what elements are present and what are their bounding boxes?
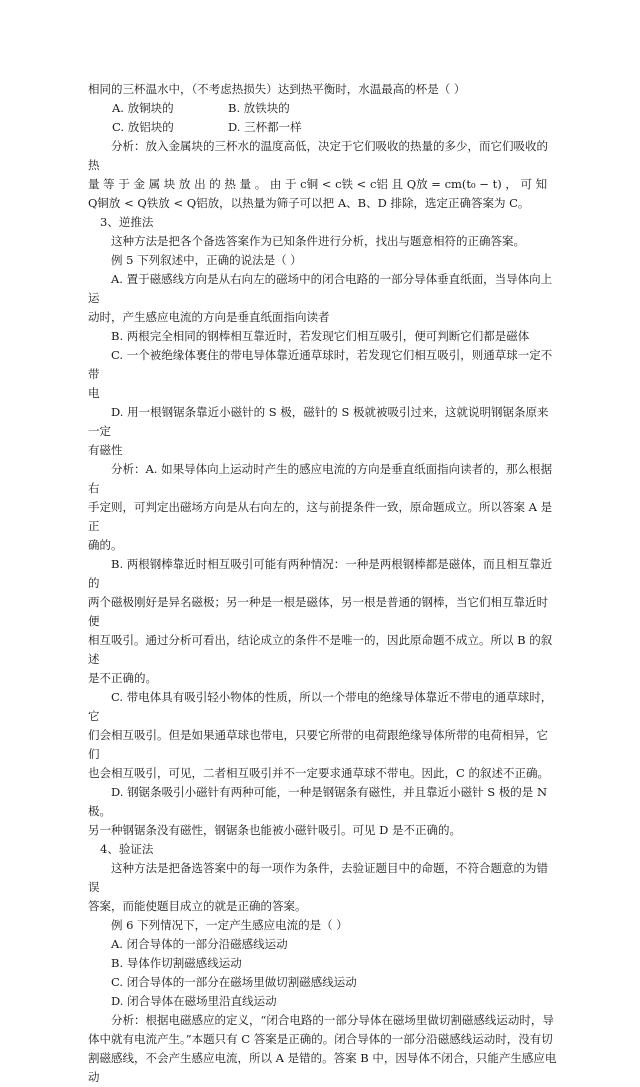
analysis-line: Q铜放 < Q铁放 < Q铝放，以热量为筛子可以把 A、B、D 排除，选定正确答案为 C。 [88, 196, 530, 210]
example-option: D. 闭合导体在磁场里沿直线运动 [111, 994, 277, 1008]
analysis-line: 确的。 [88, 538, 123, 552]
option-a: A. 放铜块的 [112, 101, 174, 115]
example-option: A. 闭合导体的一部分沿磁感线运动 [111, 937, 288, 951]
analysis-line: 分析：根据电磁感应的定义，“闭合电路的一部分导体在磁场里做切割磁感线运动时，导 [111, 1013, 554, 1027]
example-option: B. 导体作切割磁感线运动 [111, 956, 242, 970]
option-d: D. 三杯都一样 [228, 120, 302, 134]
example-question: 例 5 下列叙述中，正确的说法是（ ） [111, 253, 302, 267]
analysis-line: 体中就有电流产生。”本题只有 C 答案是正确的。闭合导体的一部分沿磁感线运动时，没有切 [88, 1032, 553, 1046]
analysis-line: 分析：放入金属块的三杯水的温度高低，决定于它们吸收的热量的多少，而它们吸收的热 [88, 139, 548, 172]
analysis-line: B. 两根钢棒靠近时相互吸引可能有两种情况：一种是两根钢棒都是磁体，而且相互靠近的 [88, 557, 553, 590]
option-c: C. 放铝块的 [112, 120, 174, 134]
analysis-line: 量 等 于 金 属 块 放 出 的 热 量 。 由 于 c铜 < c铁 < c铝 且 Q放 = cm(t₀ − t) ， 可 知 [88, 177, 548, 191]
analysis-line: 另一种钢锯条没有磁性，钢锯条也能被小磁针吸引。可见 D 是不正确的。 [88, 823, 462, 837]
section-description: 这种方法是把各个备选答案作为已知条件进行分析，找出与题意相符的正确答案。 [111, 234, 525, 248]
example-option: D. 用一根钢锯条靠近小磁针的 S 极，磁针的 S 极就被吸引过来，这就说明钢锯条原来一定 [88, 405, 549, 438]
analysis-line: 们会相互吸引。但是如果通草球也带电，只要它所带的电荷跟绝缘导体所带的电荷相异，它们 [88, 728, 548, 761]
example-option: B. 两根完全相同的钢棒相互靠近时，若发现它们相互吸引，便可判断它们都是磁体 [111, 329, 530, 343]
analysis-line: 手定则，可判定出磁场方向是从右向左的，这与前提条件一致，原命题成立。所以答案 A 是正 [88, 500, 553, 533]
example-option: 动时，产生感应电流的方向是垂直纸面指向读者 [88, 310, 330, 324]
example-option: C. 闭合导体的一部分在磁场里做切割磁感线运动 [111, 975, 357, 989]
analysis-line: 相互吸引。通过分析可看出，结论成立的条件不是唯一的，因此原命题不成立。所以 B 的叙述 [88, 633, 553, 666]
analysis-line: 两个磁极刚好是异名磁极；另一种是一根是磁体，另一根是普通的钢棒，当它们相互靠近时便 [88, 595, 548, 628]
analysis-line: 也会相互吸引，可见，二者相互吸引并不一定要求通草球不带电。因此，C 的叙述不正确。 [88, 766, 549, 780]
section-heading: 4、验证法 [100, 842, 154, 856]
analysis-line: D. 钢锯条吸引小磁针有两种可能，一种是钢锯条有磁性，并且靠近小磁针 S 极的是 N 极。 [88, 785, 548, 818]
document-body [88, 80, 558, 1087]
options-row-2 [88, 118, 558, 137]
analysis-line: 分析：A. 如果导体向上运动时产生的感应电流的方向是垂直纸面指向读者的，那么根据右 [88, 462, 553, 495]
question-tail: 相同的三杯温水中，（不考虑热损失）达到热平衡时，水温最高的杯是（ ） [88, 82, 466, 96]
example-option: 电 [88, 386, 100, 400]
example-question: 例 6 下列情况下，一定产生感应电流的是（ ） [111, 918, 348, 932]
section-description: 这种方法是把备选答案中的每一项作为条件，去验证题目中的命题，不符合题意的为错误 [88, 861, 548, 894]
example-option: A. 置于磁感线方向是从右向左的磁场中的闭合电路的一部分导体垂直纸面，当导体向上运 [88, 272, 553, 305]
options-row-1 [88, 99, 558, 118]
section-description: 答案，而能使题目成立的就是正确的答案。 [88, 899, 307, 913]
analysis-line: C. 带电体具有吸引轻小物体的性质，所以一个带电的绝缘导体靠近不带电的通草球时，它 [88, 690, 553, 723]
option-b: B. 放铁块的 [228, 101, 290, 115]
example-option: 有磁性 [88, 443, 123, 457]
analysis-line: 割磁感线，不会产生感应电流，所以 A 是错的。答案 B 中，因导体不闭合，只能产生感应电动 [88, 1051, 557, 1084]
example-option: C. 一个被绝缘体裹住的带电导体靠近通草球时，若发现它们相互吸引，则通草球一定不带 [88, 348, 553, 381]
analysis-line: 是不正确的。 [88, 671, 157, 685]
section-heading: 3、逆推法 [100, 215, 154, 229]
